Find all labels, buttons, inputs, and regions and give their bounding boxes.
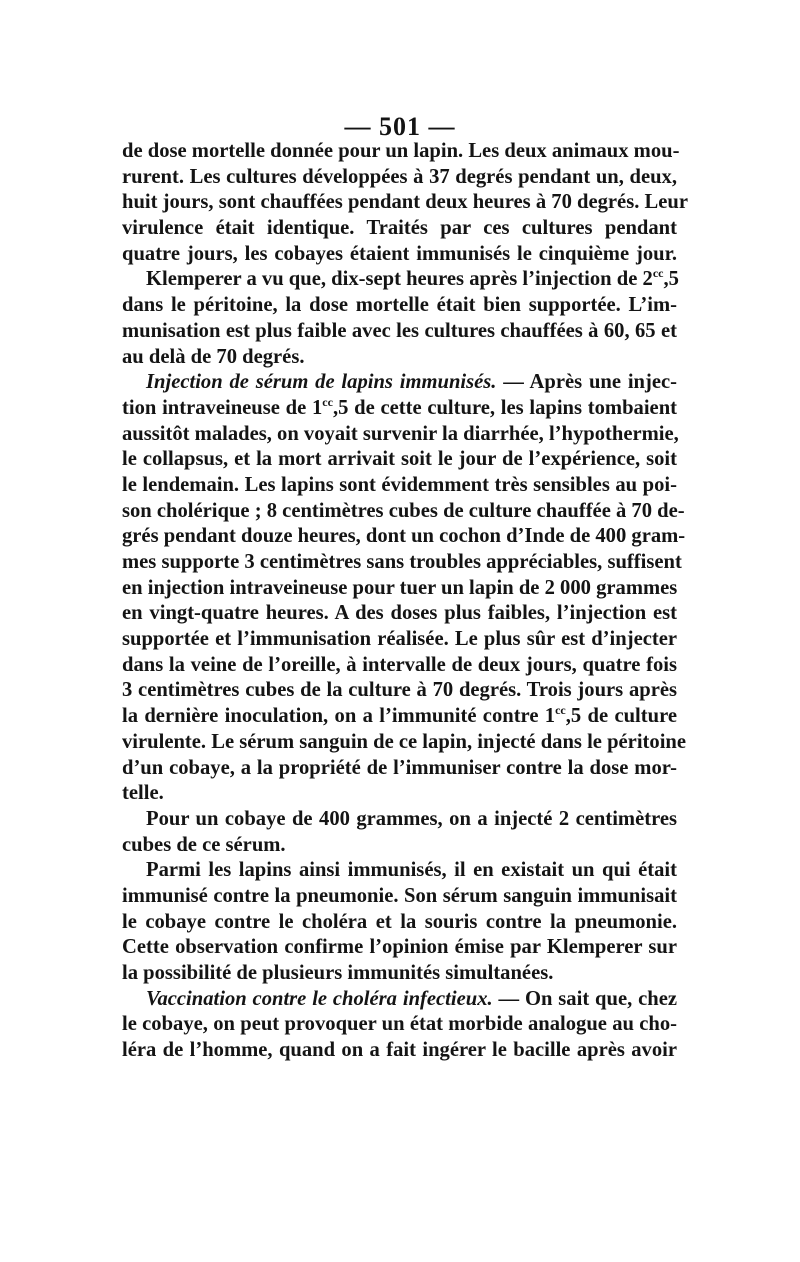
text-line: le lendemain. Les lapins sont évidemment très sensibles au poi-	[122, 473, 677, 496]
line-text: ,5	[663, 268, 679, 291]
section-heading: Injection de sérum de lapins immunisés.	[146, 371, 497, 394]
text-line: munisation est plus faible avec les cultures chauffées à 60, 65 et	[122, 319, 677, 342]
text-line: la possibilité de plusieurs immunités simultanées.	[122, 962, 554, 984]
text-line	[122, 987, 677, 1013]
section-heading: Vaccination contre le choléra infectieux.	[146, 987, 493, 1010]
page-number: — 501 —	[344, 112, 456, 141]
line-text: ,5 de cette culture, les lapins tombaient	[332, 396, 677, 419]
line-text: — On sait que, chez	[492, 987, 677, 1010]
text-line	[122, 396, 677, 422]
text-line	[122, 267, 677, 293]
text-line: 3 centimètres cubes de la culture à 70 degrés. Trois jours après	[122, 679, 677, 702]
text-line: au delà de 70 degrés.	[122, 345, 305, 368]
text-line: Pour un cobaye de 400 grammes, on a injecté 2 centimètres	[146, 807, 677, 830]
text-line: en injection intraveineuse pour tuer un lapin de 2 000 grammes	[122, 576, 678, 599]
line-text: la dernière inoculation, on a l’immunité contre 1	[122, 705, 556, 728]
text-line: mes supporte 3 centimètres sans troubles appréciables, suffisent	[122, 551, 682, 573]
body-text	[122, 139, 688, 1064]
text-line	[122, 704, 677, 730]
text-line: huit jours, sont chauffées pendant deux heures à 70 degrés. Leur	[122, 191, 688, 214]
text-line: quatre jours, les cobayes étaient immunisés le cinquième jour.	[122, 242, 677, 265]
text-line: le cobaye, on peut provoquer un état morbide analogue au cho-	[122, 1013, 677, 1036]
text-line: d’un cobaye, a la propriété de l’immuniser contre la dose mor-	[122, 756, 677, 779]
text-line: aussitôt malades, on voyait survenir la diarrhée, l’hypothermie,	[122, 422, 679, 445]
text-line: immunisé contre la pneumonie. Son sérum sanguin immunisait	[122, 884, 677, 907]
text-line: cubes de ce sérum.	[122, 833, 286, 856]
unit-superscript: cc	[555, 703, 566, 718]
text-line: rurent. Les cultures développées à 37 degrés pendant un, deux,	[122, 165, 677, 188]
text-line: le collapsus, et la mort arrivait soit le jour de l’expérience, soit	[122, 448, 677, 471]
line-text: tion intraveineuse de 1	[122, 396, 323, 419]
text-line: léra de l’homme, quand on a fait ingérer le bacille après avoir	[122, 1039, 677, 1062]
text-line: supportée et l’immunisation réalisée. Le plus sûr est d’injecter	[122, 628, 677, 651]
unit-superscript: cc	[652, 266, 664, 281]
line-text: Klemperer a vu que, dix-sept heures après l’injection de 2	[146, 268, 653, 291]
text-line: grés pendant douze heures, dont un cochon d’Inde de 400 gram-	[122, 525, 686, 548]
text-line: virulence était identique. Traités par ces cultures pendant	[122, 217, 677, 240]
text-line: telle.	[122, 782, 164, 805]
text-line: virulente. Le sérum sanguin de ce lapin, injecté dans le péritoine	[122, 730, 687, 753]
text-line: en vingt-quatre heures. A des doses plus faibles, l’injection est	[122, 602, 677, 625]
text-line	[122, 370, 677, 396]
text-line: Parmi les lapins ainsi immunisés, il en existait un qui était	[146, 859, 677, 882]
text-line: le cobaye contre le choléra et la souris contre la pneumonie.	[122, 910, 677, 933]
text-line: son cholérique ; 8 centimètres cubes de culture chauffée à 70 de-	[122, 499, 685, 522]
text-line: de dose mortelle donnée pour un lapin. Les deux animaux mou-	[122, 140, 680, 162]
text-line: Cette observation confirme l’opinion émise par Klemperer sur	[122, 936, 677, 959]
line-text: ,5 de culture	[565, 705, 677, 728]
line-text: — Après une injec-	[496, 371, 677, 394]
text-line: dans la veine de l’oreille, à intervalle de deux jours, quatre fois	[122, 653, 677, 676]
text-line: dans le péritoine, la dose mortelle était bien supportée. L’im-	[122, 294, 677, 317]
unit-superscript: cc	[322, 394, 333, 409]
